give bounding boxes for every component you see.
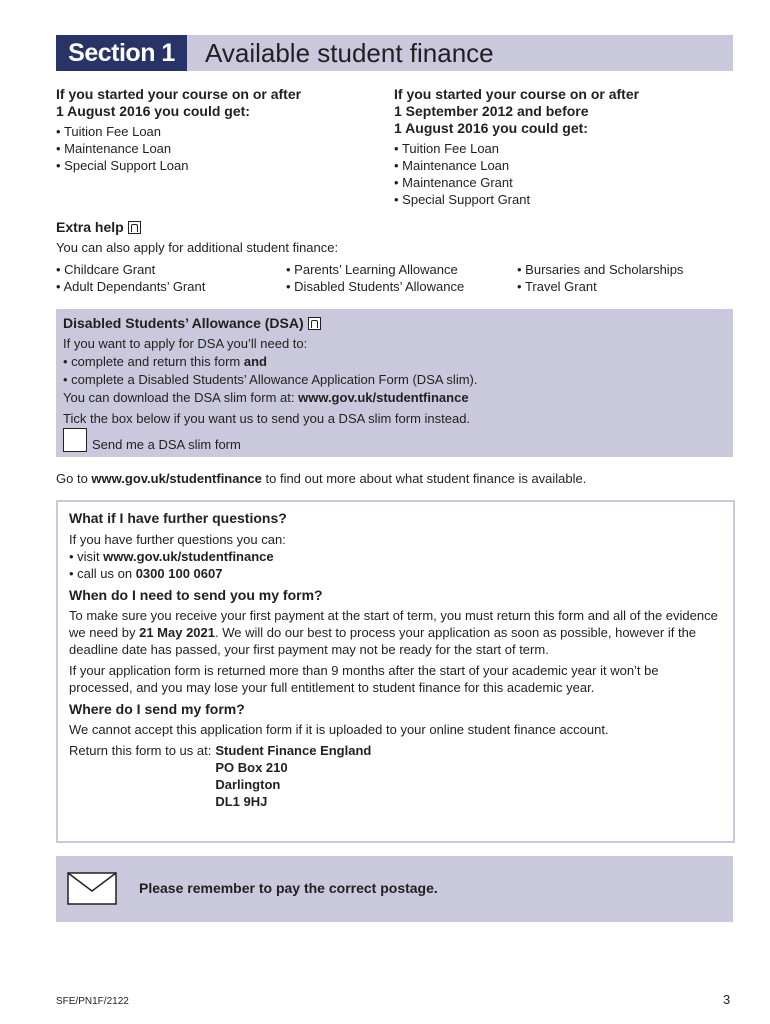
dsa-link[interactable]: www.gov.uk/studentfinance: [298, 390, 469, 405]
page-title: Available student finance: [205, 38, 494, 68]
list-item: • Maintenance Grant: [394, 174, 724, 191]
dsa-line: Tick the box below if you want us to send you a DSA slim form instead.: [63, 411, 471, 426]
envelope-icon: [67, 872, 117, 905]
list-item: • Disabled Students’ Allowance: [286, 278, 511, 295]
studentfinance-link[interactable]: www.gov.uk/studentfinance: [91, 471, 262, 486]
address-block: Student Finance England PO Box 210 Darlington DL1 9HJ: [215, 743, 372, 809]
info-icon: [128, 221, 141, 234]
list-item: • Adult Dependants’ Grant: [56, 278, 276, 295]
postage-reminder: Please remember to pay the correct postage.: [139, 880, 438, 896]
dsa-box: [56, 309, 733, 457]
return-address: Return this form to us at: Student Finance England PO Box 210 Darlington DL1 9HJ: [69, 743, 372, 809]
dsa-line: • complete a Disabled Students’ Allowance Application Form (DSA slim).: [63, 372, 478, 387]
list-item: • Special Support Loan: [56, 157, 376, 174]
list-item: • Tuition Fee Loan: [56, 123, 376, 140]
list-item: • Parents’ Learning Allowance: [286, 261, 511, 278]
right-column-heading: If you started your course on or after 1 September 2012 and before 1 August 2016 you could get:: [394, 86, 640, 136]
left-column: [56, 86, 376, 174]
form-code: SFE/PN1F/2122: [56, 996, 129, 1007]
list-item: • Travel Grant: [517, 278, 732, 295]
question-heading: When do I need to send you my form?: [69, 587, 323, 603]
extra-help-intro: You can also apply for additional student finance:: [56, 240, 339, 255]
section-label: Section 1: [56, 35, 187, 71]
question-heading: What if I have further questions?: [69, 510, 287, 526]
questions-box: What if I have further questions? If you have further questions you can: • visit www.gov.uk/studentfinance • call us on 0300 100 0607 When do I need to send you my form? To make sure you receive your first payment at the start of term, you must return this form and all of the evidence we need by 21 May 2021. We will do our best to process your application as soon as possible, however if the deadline date has passed, your first payment may not be ready for the start of term. If your application form is returned more than 9 months after the start of your academic year it won’t be processed, and you may lose your full entitlement to student finance for this academic year. Where do I send my form? We cannot accept this application form if it is uploaded to your online student finance account. Return this form to us at: Student Finance England PO Box 210 Darlington DL1 9HJ: [56, 500, 735, 843]
dsa-line: If you want to apply for DSA you’ll need to:: [63, 336, 308, 351]
list-item: • Tuition Fee Loan: [394, 140, 724, 157]
extra-help-list-2: [286, 261, 511, 295]
postage-box: [56, 856, 733, 922]
extra-help-list-1: [56, 261, 276, 295]
dsa-line: You can download the DSA slim form at: www.gov.uk/studentfinance: [63, 390, 469, 405]
list-item: • Childcare Grant: [56, 261, 276, 278]
dsa-line: • complete and return this form and: [63, 354, 267, 369]
extra-help-heading: Extra help: [56, 219, 141, 235]
dsa-slim-checkbox[interactable]: [63, 428, 87, 452]
info-icon: [308, 317, 321, 330]
dsa-slim-checkbox-label: Send me a DSA slim form: [92, 437, 241, 452]
visit-link[interactable]: www.gov.uk/studentfinance: [103, 549, 274, 564]
left-column-list: [56, 123, 376, 174]
deadline-date: 21 May 2021: [139, 625, 216, 640]
list-item: • Special Support Grant: [394, 191, 724, 208]
list-item: • Maintenance Loan: [56, 140, 376, 157]
phone-number: 0300 100 0607: [135, 566, 223, 581]
right-column-list: [394, 140, 724, 208]
left-column-heading: If you started your course on or after 1 August 2016 you could get:: [56, 86, 302, 119]
list-item: • Maintenance Loan: [394, 157, 724, 174]
list-item: • Bursaries and Scholarships: [517, 261, 732, 278]
extra-help-list-3: [517, 261, 732, 295]
goto-line: Go to www.gov.uk/studentfinance to find out more about what student finance is available.: [56, 471, 587, 486]
page-number: 3: [723, 992, 731, 1007]
right-column: [394, 86, 724, 208]
dsa-title: Disabled Students’ Allowance (DSA): [63, 314, 723, 332]
question-heading: Where do I send my form?: [69, 701, 245, 717]
